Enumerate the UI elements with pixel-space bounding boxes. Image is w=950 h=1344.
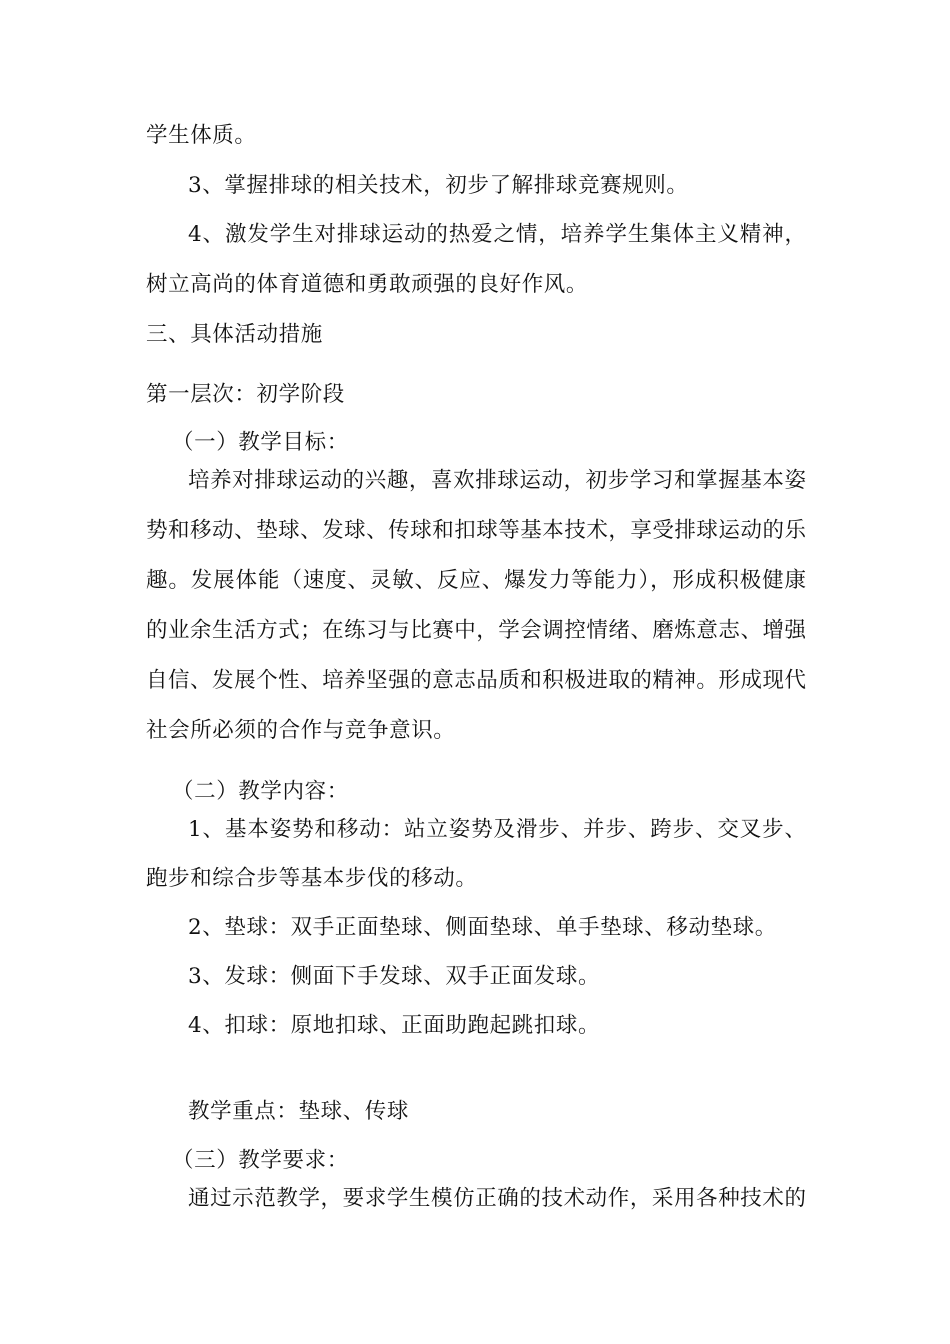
text-line-student-physique: 学生体质。 [146, 123, 257, 148]
paragraph-line: 趣。发展体能（速度、灵敏、反应、爆发力等能力），形成积极健康 [146, 568, 806, 593]
text-line-goal-3: 3、掌握排球的相关技术，初步了解排球竞赛规则。 [188, 173, 689, 198]
content-item-3: 3、发球：侧面下手发球、双手正面发球。 [188, 964, 601, 989]
paragraph-line: 自信、发展个性、培养坚强的意志品质和积极进取的精神。形成现代 [146, 668, 806, 693]
subheading-teaching-requirements: （三）教学要求： [172, 1148, 349, 1173]
subheading-teaching-content: （二）教学内容： [172, 779, 349, 804]
paragraph-line: 通过示范教学，要求学生模仿正确的技术动作，采用各种技术的 [188, 1186, 806, 1211]
subheading-teaching-goals: （一）教学目标： [172, 430, 349, 455]
level-heading-beginner: 第一层次：初学阶段 [146, 382, 345, 407]
content-item-4: 4、扣球：原地扣球、正面助跑起跳扣球。 [188, 1013, 601, 1038]
content-item-2: 2、垫球：双手正面垫球、侧面垫球、单手垫球、移动垫球。 [188, 915, 777, 940]
teaching-focus: 教学重点：垫球、传球 [188, 1099, 410, 1124]
paragraph-line: 培养对排球运动的兴趣，喜欢排球运动，初步学习和掌握基本姿 [188, 468, 806, 493]
text-line-goal-4: 4、激发学生对排球运动的热爱之情，培养学生集体主义精神， [188, 222, 806, 247]
paragraph-line: 的业余生活方式；在练习与比赛中，学会调控情绪、磨炼意志、增强 [146, 618, 806, 643]
text-line-goal-4-cont: 树立高尚的体育道德和勇敢顽强的良好作风。 [146, 272, 589, 297]
section-heading-measures: 三、具体活动措施 [146, 322, 323, 347]
content-item-1-cont: 跑步和综合步等基本步伐的移动。 [146, 866, 478, 891]
paragraph-line: 势和移动、垫球、发球、传球和扣球等基本技术，享受排球运动的乐 [146, 518, 806, 543]
content-item-1: 1、基本姿势和移动：站立姿势及滑步、并步、跨步、交叉步、 [188, 817, 806, 842]
paragraph-line: 社会所必须的合作与竞争意识。 [146, 718, 456, 743]
